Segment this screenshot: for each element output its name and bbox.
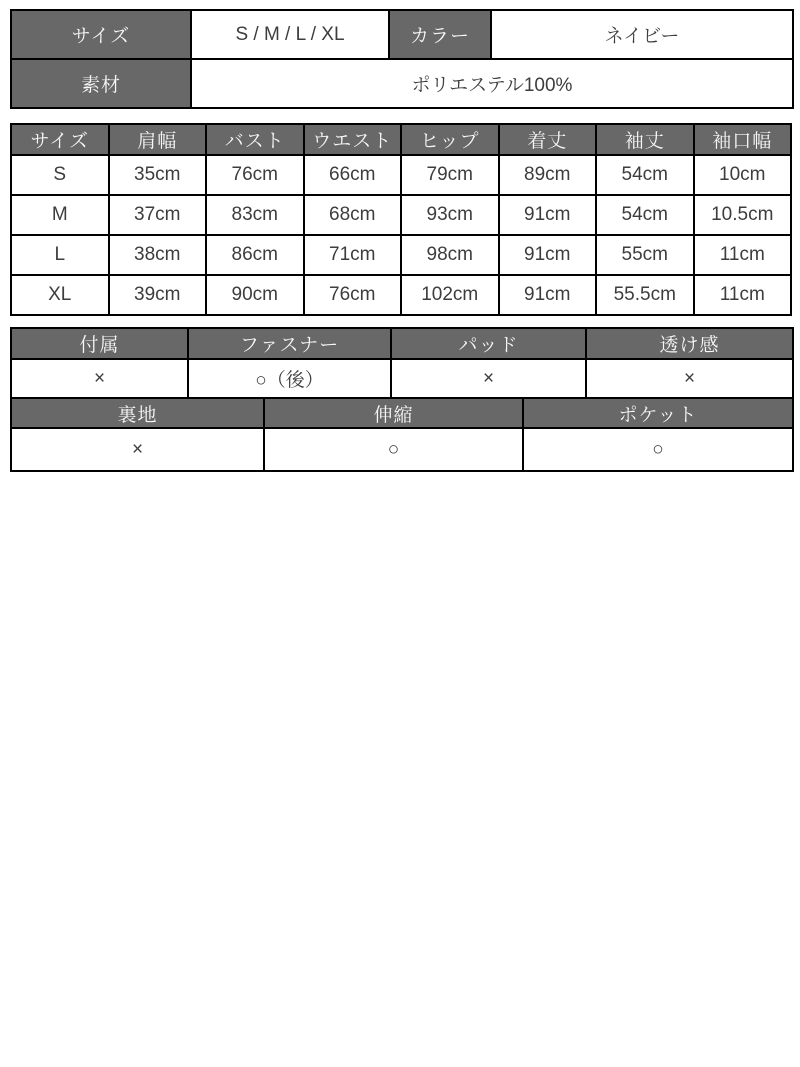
size-chart-row-xl (11, 275, 791, 315)
size-chart-cell: 76cm (206, 155, 304, 195)
size-chart-cell: 39cm (109, 275, 207, 315)
size-chart-cell: 76cm (304, 275, 402, 315)
features-table-b (10, 397, 794, 472)
size-chart-cell: 93cm (401, 195, 499, 235)
size-chart-header: サイズ (11, 124, 109, 155)
features-a-header: 透け感 (586, 328, 793, 359)
size-chart-cell: 55cm (596, 235, 694, 275)
size-chart-cell: M (11, 195, 109, 235)
features-a-header: パッド (391, 328, 586, 359)
size-chart-header: バスト (206, 124, 304, 155)
size-chart-cell: 91cm (499, 235, 597, 275)
info-row-size-color (11, 10, 793, 59)
size-chart-header: 袖丈 (596, 124, 694, 155)
size-chart-cell: 89cm (499, 155, 597, 195)
features-a-value: ○（後） (188, 359, 391, 398)
size-chart-cell: 38cm (109, 235, 207, 275)
size-chart-cell: 90cm (206, 275, 304, 315)
size-chart-cell: 102cm (401, 275, 499, 315)
size-chart-cell: 55.5cm (596, 275, 694, 315)
size-chart-cell: 98cm (401, 235, 499, 275)
size-chart-header: 着丈 (499, 124, 597, 155)
size-chart-cell: 71cm (304, 235, 402, 275)
features-a-value: × (11, 359, 188, 398)
material-value: ポリエステル100% (191, 59, 793, 108)
features-b-header-row (11, 398, 793, 428)
features-a-value: × (391, 359, 586, 398)
size-chart-header: ウエスト (304, 124, 402, 155)
features-b-header: 伸縮 (264, 398, 523, 428)
features-b-value: ○ (523, 428, 793, 471)
size-chart-cell: 54cm (596, 155, 694, 195)
size-chart-header-row (11, 124, 791, 155)
size-chart-cell: 10.5cm (694, 195, 792, 235)
features-b-header: ポケット (523, 398, 793, 428)
size-chart-table (10, 123, 792, 316)
features-a-header-row (11, 328, 793, 359)
size-chart-header: 袖口幅 (694, 124, 792, 155)
size-chart-cell: 86cm (206, 235, 304, 275)
product-info-table (10, 9, 794, 109)
material-label: 素材 (11, 59, 191, 108)
size-chart-cell: 11cm (694, 275, 792, 315)
color-label: カラー (389, 10, 491, 59)
size-chart-cell: 91cm (499, 195, 597, 235)
size-chart-cell: 37cm (109, 195, 207, 235)
product-spec-sheet (10, 9, 792, 472)
info-row-material (11, 59, 793, 108)
size-chart-cell: 79cm (401, 155, 499, 195)
features-a-header: ファスナー (188, 328, 391, 359)
size-label: サイズ (11, 10, 191, 59)
size-chart-cell: 10cm (694, 155, 792, 195)
size-value: S / M / L / XL (191, 10, 389, 59)
size-chart-cell: 35cm (109, 155, 207, 195)
size-chart-cell: S (11, 155, 109, 195)
features-a-header: 付属 (11, 328, 188, 359)
features-a-value-row (11, 359, 793, 398)
size-chart-cell: 68cm (304, 195, 402, 235)
features-b-value: × (11, 428, 264, 471)
features-b-header: 裏地 (11, 398, 264, 428)
size-chart-cell: XL (11, 275, 109, 315)
size-chart-header: 肩幅 (109, 124, 207, 155)
size-chart-row-s (11, 155, 791, 195)
features-b-value: ○ (264, 428, 523, 471)
size-chart-cell: 54cm (596, 195, 694, 235)
features-b-value-row (11, 428, 793, 471)
size-chart-cell: 91cm (499, 275, 597, 315)
size-chart-row-m (11, 195, 791, 235)
size-chart-cell: 11cm (694, 235, 792, 275)
size-chart-cell: 66cm (304, 155, 402, 195)
size-chart-cell: 83cm (206, 195, 304, 235)
size-chart-header: ヒップ (401, 124, 499, 155)
color-value: ネイビー (491, 10, 793, 59)
size-chart-cell: L (11, 235, 109, 275)
size-chart-row-l (11, 235, 791, 275)
features-table-a (10, 327, 794, 399)
features-a-value: × (586, 359, 793, 398)
